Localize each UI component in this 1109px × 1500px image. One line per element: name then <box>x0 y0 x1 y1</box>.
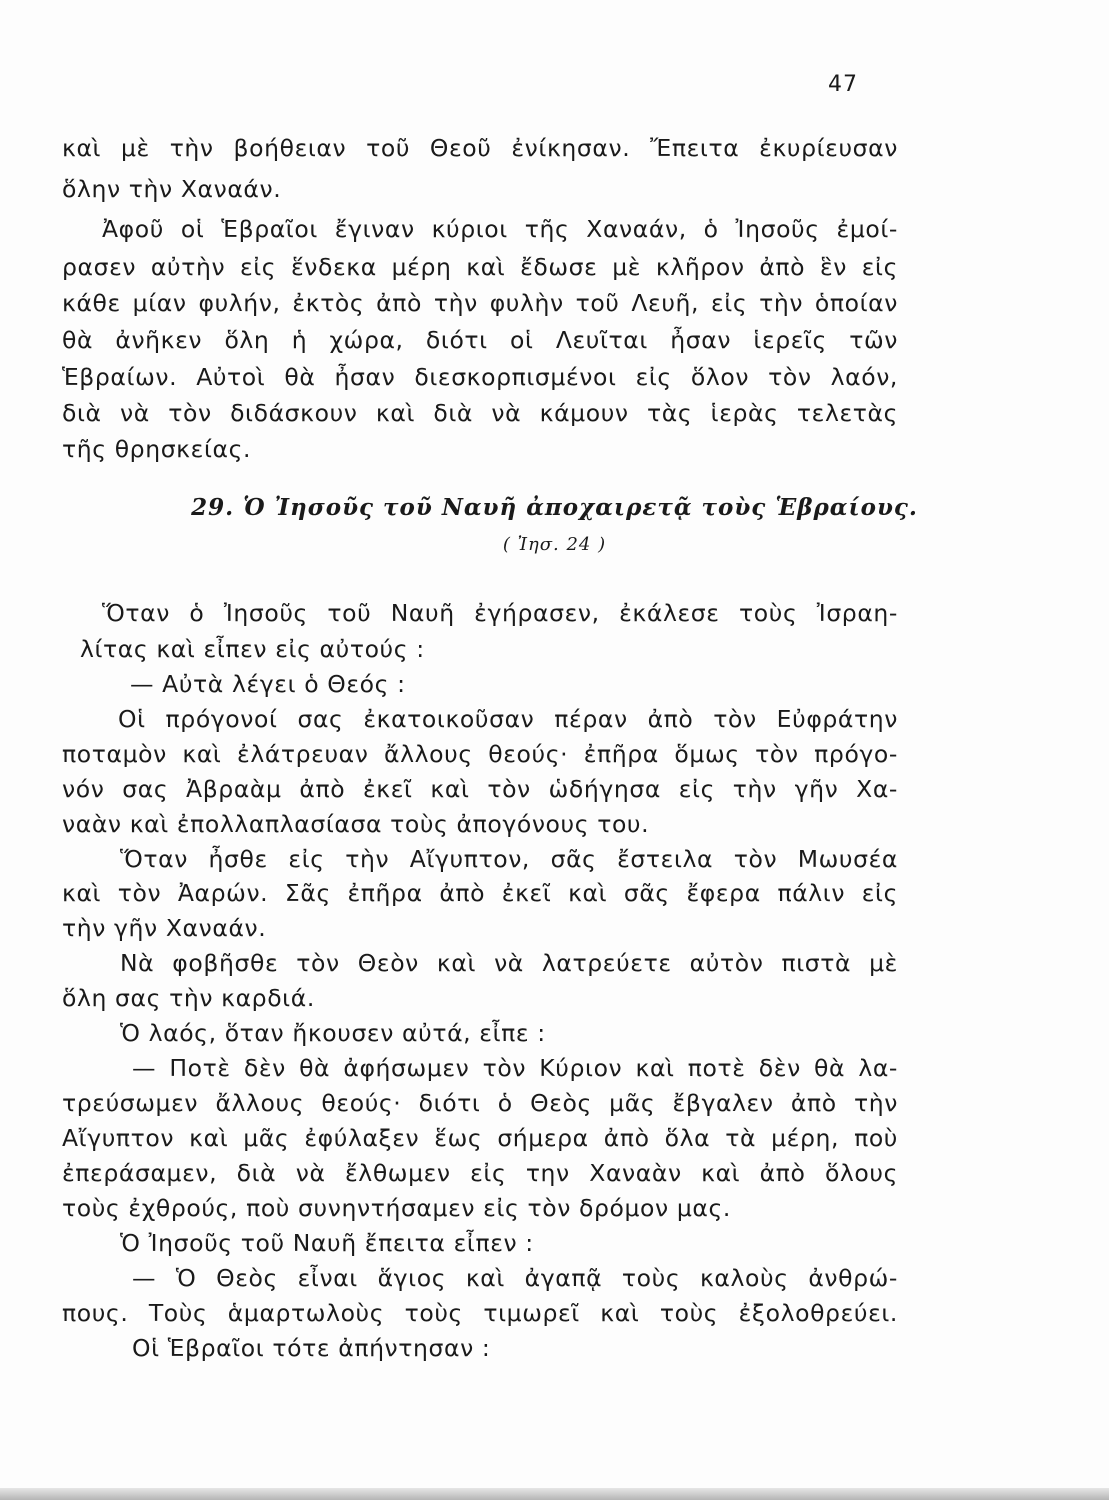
text-line: τὴν γῆν Χαναάν. <box>62 914 267 942</box>
text-line: Ἑβραίων. Αὐτοὶ θὰ ἦσαν διεσκορπισμένοι εἰς ὅλον τὸν λαόν, <box>62 363 898 391</box>
text-line: διὰ νὰ τὸν διδάσκουν καὶ διὰ νὰ κάμουν τὰς ἱερὰς τελετὰς <box>62 399 898 427</box>
text-line: πους. Τοὺς ἁμαρτωλοὺς τοὺς τιμωρεῖ καὶ τοὺς ἐξολοθρεύει. <box>62 1299 898 1327</box>
text-line: Αἴγυπτον καὶ μᾶς ἐφύλαξεν ἕως σήμερα ἀπὸ ὅλα τὰ μέρη, ποὺ <box>62 1124 898 1152</box>
text-line: Νὰ φοβῆσθε τὸν Θεὸν καὶ νὰ λατρεύετε αὐτὸν πιστὰ μὲ <box>120 949 898 977</box>
text-line: τῆς θρησκείας. <box>62 435 252 463</box>
text-line: Ὁ Ἰησοῦς τοῦ Ναυῆ ἔπειτα εἶπεν : <box>120 1229 534 1257</box>
text-line: — Αὐτὰ λέγει ὁ Θεός : <box>130 670 406 698</box>
text-line: τρεύσωμεν ἄλλους θεούς· διότι ὁ Θεὸς μᾶς ἔβγαλεν ἀπὸ τὴν <box>62 1089 898 1117</box>
text-line: τοὺς ἐχθρούς, ποὺ συνηντήσαμεν εἰς τὸν δρόμον μας. <box>62 1194 731 1222</box>
text-line: νόν σας Ἀβραὰμ ἀπὸ ἐκεῖ καὶ τὸν ὡδήγησα εἰς τὴν γῆν Χα- <box>62 775 898 803</box>
text-line: Οἱ Ἑβραῖοι τότε ἀπήντησαν : <box>132 1334 491 1362</box>
text-line: καὶ τὸν Ἀαρών. Σᾶς ἐπῆρα ἀπὸ ἐκεῖ καὶ σᾶς ἔφερα πάλιν εἰς <box>62 879 898 907</box>
text-line: — Ὁ Θεὸς εἶναι ἅγιος καὶ ἀγαπᾷ τοὺς καλοὺς ἀνθρώ- <box>132 1264 898 1292</box>
page-number: 47 <box>828 72 858 97</box>
text-line: ὅλην τὴν Χαναάν. <box>62 175 282 203</box>
text-line: ποταμὸν καὶ ἐλάτρευαν ἄλλους θεούς· ἐπῆρα ὅμως τὸν πρόγο- <box>62 740 898 768</box>
text-line: θὰ ἀνῆκεν ὅλη ἡ χώρα, διότι οἱ Λευῖται ἦσαν ἱερεῖς τῶν <box>62 326 898 354</box>
section-title: 29. Ὁ Ἰησοῦς τοῦ Ναυῆ ἀποχαιρετᾷ τοὺς Ἑβραίους. <box>191 494 918 521</box>
text-line: λίτας καὶ εἶπεν εἰς αὐτούς : <box>80 635 425 663</box>
text-line: ρασεν αὐτὴν εἰς ἕνδεκα μέρη καὶ ἔδωσε μὲ κλῆρον ἀπὸ ἓν εἰς <box>62 253 898 281</box>
text-line: ὅλη σας τὴν καρδιά. <box>62 984 315 1012</box>
text-line: κάθε μίαν φυλήν, ἐκτὸς ἀπὸ τὴν φυλὴν τοῦ Λευῆ, εἰς τὴν ὁποίαν <box>62 289 898 317</box>
text-line: ἐπεράσαμεν, διὰ νὰ ἔλθωμεν εἰς την Χαναὰν καὶ ἀπὸ ὅλους <box>62 1159 898 1187</box>
text-line: Ὅταν ἦσθε εἰς τὴν Αἴγυπτον, σᾶς ἔστειλα τὸν Μωυσέα <box>120 845 898 873</box>
text-line: Οἱ πρόγονοί σας ἐκατοικοῦσαν πέραν ἀπὸ τὸν Εὐφράτην <box>118 705 898 733</box>
text-line: Ὁ λαός, ὅταν ἤκουσεν αὐτά, εἶπε : <box>120 1019 546 1047</box>
scan-edge <box>0 1488 1109 1500</box>
text-line: Ὅταν ὁ Ἰησοῦς τοῦ Ναυῆ ἐγήρασεν, ἐκάλεσε τοὺς Ἰσραη- <box>102 599 898 627</box>
text-line: ναὰν καὶ ἐπολλαπλασίασα τοὺς ἀπογόνους του. <box>62 810 650 838</box>
text-line: Ἀφοῦ οἱ Ἑβραῖοι ἔγιναν κύριοι τῆς Χαναάν, ὁ Ἰησοῦς ἐμοί- <box>102 215 898 243</box>
text-line: — Ποτὲ δὲν θὰ ἀφήσωμεν τὸν Κύριον καὶ ποτὲ δὲν θὰ λα- <box>132 1054 898 1082</box>
section-reference: ( Ἰησ. 24 ) <box>502 534 607 555</box>
text-line: καὶ μὲ τὴν βοήθειαν τοῦ Θεοῦ ἐνίκησαν. Ἔπειτα ἐκυρίευσαν <box>62 134 898 162</box>
